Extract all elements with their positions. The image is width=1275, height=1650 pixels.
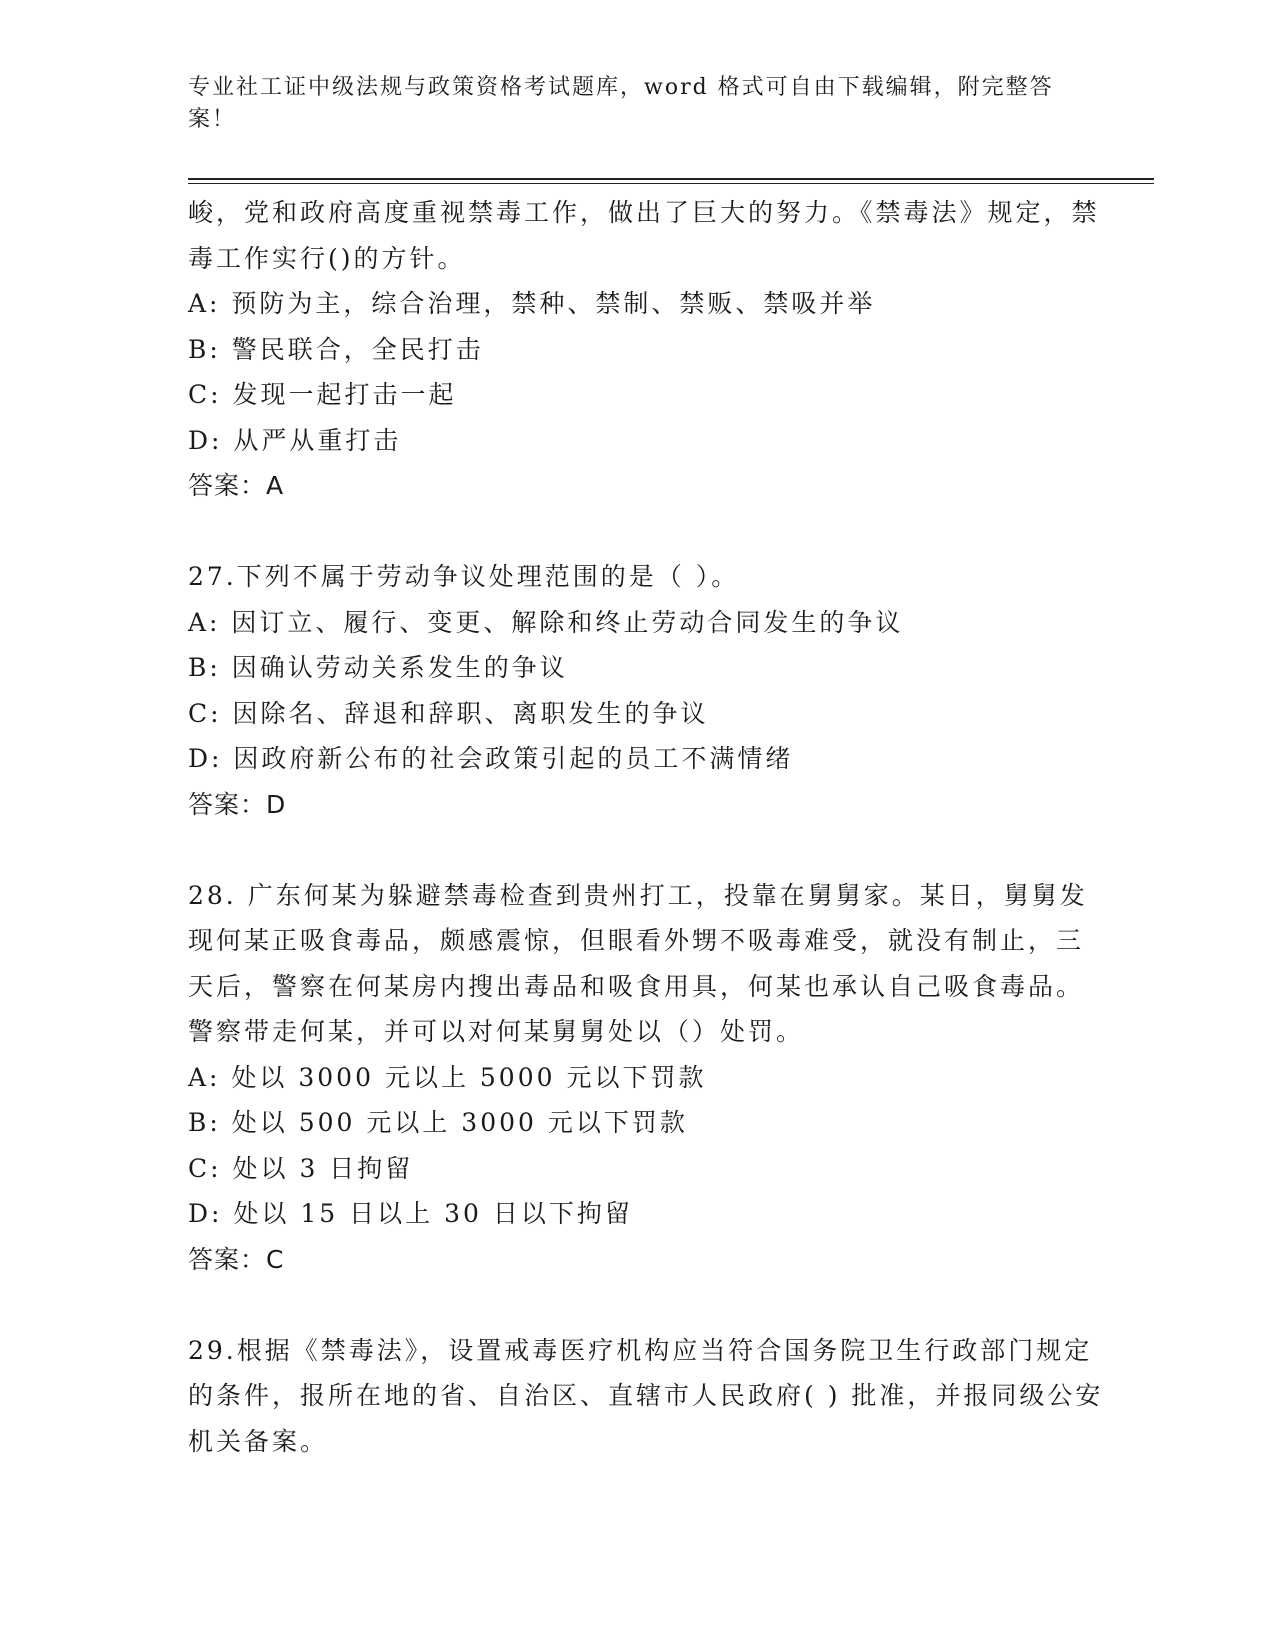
spacer <box>188 509 1108 555</box>
question-block <box>188 554 1108 827</box>
option-a: A: 因订立、履行、变更、解除和终止劳动合同发生的争议 <box>188 607 904 637</box>
option-d: D: 从严从重打击 <box>188 425 402 455</box>
option-b: B: 处以 500 元以上 3000 元以下罚款 <box>188 1108 688 1137</box>
option-d: D: 处以 15 日以上 30 日以下拘留 <box>188 1199 633 1228</box>
option-b: B: 警民联合，全民打击 <box>188 334 484 364</box>
option-a: A: 预防为主，综合治理，禁种、禁制、禁贩、禁吸并举 <box>188 289 876 318</box>
answer-label: 答案：A <box>188 471 285 500</box>
question-stem: 29.根据《禁毒法》，设置戒毒医疗机构应当符合国务院卫生行政部门规定的条件，报所在地的省、自治区、直辖市人民政府( ) 批准，并报同级公安机关备案。 <box>188 1335 1104 1456</box>
option-a: A: 处以 3000 元以上 5000 元以下罚款 <box>188 1062 707 1092</box>
spacer <box>188 1282 1108 1328</box>
page-header: 专业社工证中级法规与政策资格考试题库，word 格式可自由下载编辑，附完整答案！ <box>188 75 1054 132</box>
option-d: D: 因政府新公布的社会政策引起的员工不满情绪 <box>188 744 794 773</box>
answer-label: 答案：D <box>188 789 287 819</box>
option-c: C: 因除名、辞退和辞职、离职发生的争议 <box>188 698 709 728</box>
spacer <box>188 827 1108 873</box>
question-block <box>188 873 1108 1283</box>
question-stem: 28. 广东何某为躲避禁毒检查到贵州打工，投靠在舅舅家。某日，舅舅发现何某正吸食毒品，颇感震惊，但眼看外甥不吸毒难受，就没有制止，三天后，警察在何某房内搜出毒品和吸食用具，何某也承认自己吸食毒品。警察带走何某，并可以对何某舅舅处以（）处罚。 <box>188 880 1088 1046</box>
question-stem: 27.下列不属于劳动争议处理范围的是（ ）。 <box>188 562 740 591</box>
header-divider-thin <box>188 183 1154 184</box>
answer-label: 答案：C <box>188 1244 285 1274</box>
header-divider-thick <box>188 178 1154 180</box>
option-c: C: 处以 3 日拘留 <box>188 1153 414 1183</box>
question-list <box>188 190 1108 1464</box>
question-stem: 峻，党和政府高度重视禁毒工作，做出了巨大的努力。《禁毒法》规定，禁毒工作实行()的方针。 <box>188 198 1100 273</box>
question-block <box>188 1328 1108 1465</box>
option-c: C: 发现一起打击一起 <box>188 380 457 409</box>
option-b: B: 因确认劳动关系发生的争议 <box>188 653 568 682</box>
question-block <box>188 190 1108 509</box>
